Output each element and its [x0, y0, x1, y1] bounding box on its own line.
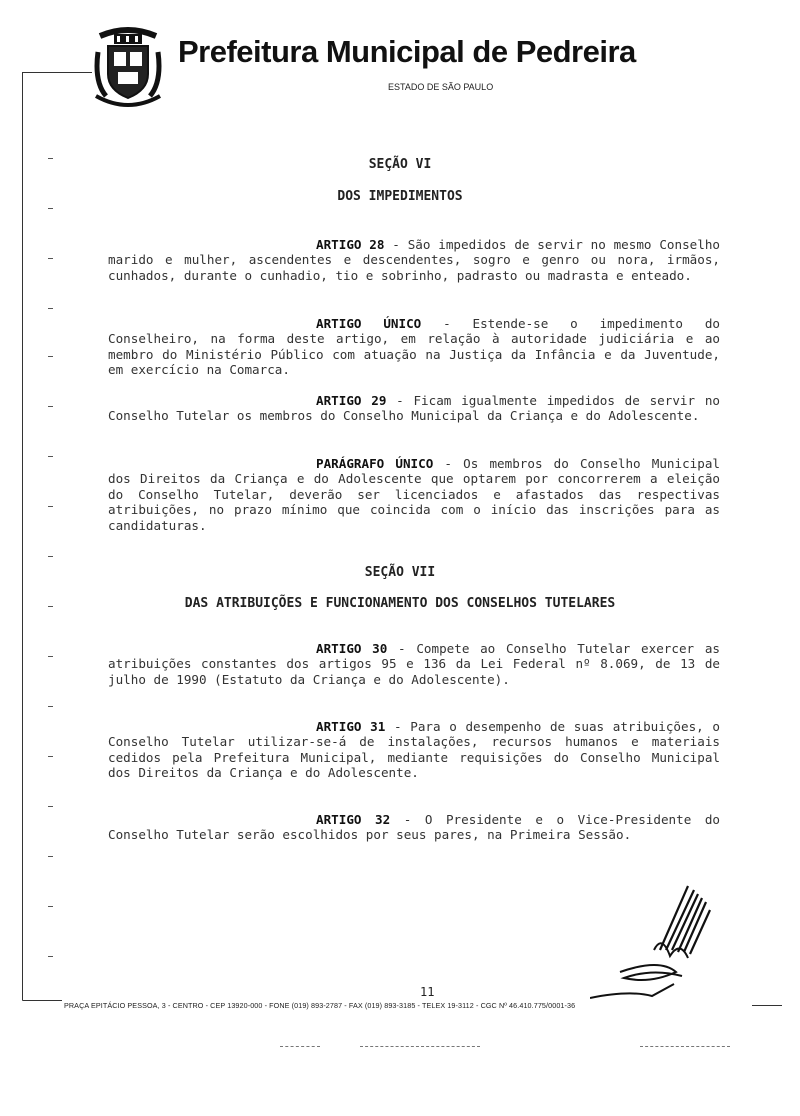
article-lead: ARTIGO ÚNICO [316, 316, 422, 331]
margin-tick [48, 556, 53, 557]
article-text: - Os membros do Conselho Municipal dos Direitos da Criança e do Adolescente que optarem por concorrerem a eleição do Conselho Tutelar, deverão ser licenciados e afastados das respectivas atribuições, no prazo mínimo que coincida com o início das inscrições para as candidaturas. [108, 456, 721, 533]
margin-tick [48, 656, 53, 657]
margin-tick [48, 356, 53, 357]
scan-artifact [360, 1046, 480, 1047]
article-31 [108, 719, 720, 781]
margin-tick [48, 806, 53, 807]
article-text: - Compete ao Conselho Tutelar exercer as atribuições constantes dos artigos 95 e 136 da Lei Federal nº 8.069, de 13 de julho de 1990 (Estatuto da Criança e do Adolescente). [108, 641, 720, 687]
handwritten-signature [590, 880, 720, 1000]
section-title: SEÇÃO VI [368, 157, 432, 172]
frame-bottom-right-line [752, 1005, 782, 1006]
article-lead: ARTIGO 31 [316, 719, 386, 734]
footer-address: PRAÇA EPITÁCIO PESSOA, 3 - CENTRO - CEP 13920-000 - FONE (019) 893-2787 - FAX (019) 893-3185 - TELEX 19-3112 - CGC Nº 46.410.775/0001-36 [64, 1001, 576, 1010]
article-lead: ARTIGO 30 [316, 641, 388, 656]
margin-tick [48, 406, 53, 407]
article-lead: ARTIGO 29 [316, 393, 387, 408]
article-29 [108, 393, 720, 424]
state-subtitle: ESTADO DE SÃO PAULO [388, 82, 494, 92]
article-text: - Estende-se o impedimento do Conselheiro, na forma deste artigo, em relação à autoridade judiciária e ao membro do Ministério Público com atuação na Justiça da Infância e da Juventude, em exercício na Comarca. [108, 316, 720, 378]
margin-tick [48, 756, 53, 757]
frame-bottom-line [22, 1000, 62, 1001]
margin-tick [48, 956, 53, 957]
margin-tick [48, 308, 53, 309]
scan-artifact [640, 1046, 730, 1047]
article-text: - O Presidente e o Vice-Presidente do Conselho Tutelar serão escolhidos por seus pares, na Primeira Sessão. [108, 812, 720, 843]
margin-tick [48, 258, 53, 259]
page-title: Prefeitura Municipal de Pedreira [178, 34, 636, 69]
paragrafo-unico [108, 456, 720, 533]
margin-tick [48, 906, 53, 907]
article-text: - São impedidos de servir no mesmo Conselho marido e mulher, ascendentes e descendentes, sogro e genro ou nora, irmãos, cunhados, durante o cunhadio, tio e sobrinho, padrasto ou madrasta e enteado. [108, 237, 720, 283]
margin-tick [48, 506, 53, 507]
city-crest-logo [92, 22, 164, 112]
frame-left-line [22, 72, 23, 1000]
article-unico [108, 316, 720, 378]
section-title: SEÇÃO VII [364, 565, 436, 580]
scan-artifact [280, 1046, 320, 1047]
section-subtitle: DAS ATRIBUIÇÕES E FUNCIONAMENTO DOS CONSELHOS TUTELARES [184, 596, 616, 611]
page-number: 11 [420, 985, 435, 999]
article-lead: ARTIGO 32 [316, 812, 391, 827]
margin-tick [48, 456, 53, 457]
margin-tick [48, 856, 53, 857]
article-30 [108, 641, 720, 687]
article-28 [108, 237, 720, 283]
article-text: - Ficam igualmente impedidos de servir no Conselho Tutelar os membros do Conselho Municipal da Criança e do Adolescente. [108, 393, 720, 424]
article-text: - Para o desempenho de suas atribuições, o Conselho Tutelar utilizar-se-á de instalações, recursos humanos e materiais cedidos pela Prefeitura Municipal, mediante requisições do Conselho Municipal dos Direitos da Criança e do Adolescente. [108, 719, 720, 781]
article-lead: PARÁGRAFO ÚNICO [316, 456, 434, 471]
margin-tick [48, 706, 53, 707]
article-32 [108, 812, 720, 843]
frame-top-line [22, 72, 92, 73]
section-subtitle: DOS IMPEDIMENTOS [337, 189, 463, 204]
article-lead: ARTIGO 28 [316, 237, 385, 252]
margin-tick [48, 208, 53, 209]
